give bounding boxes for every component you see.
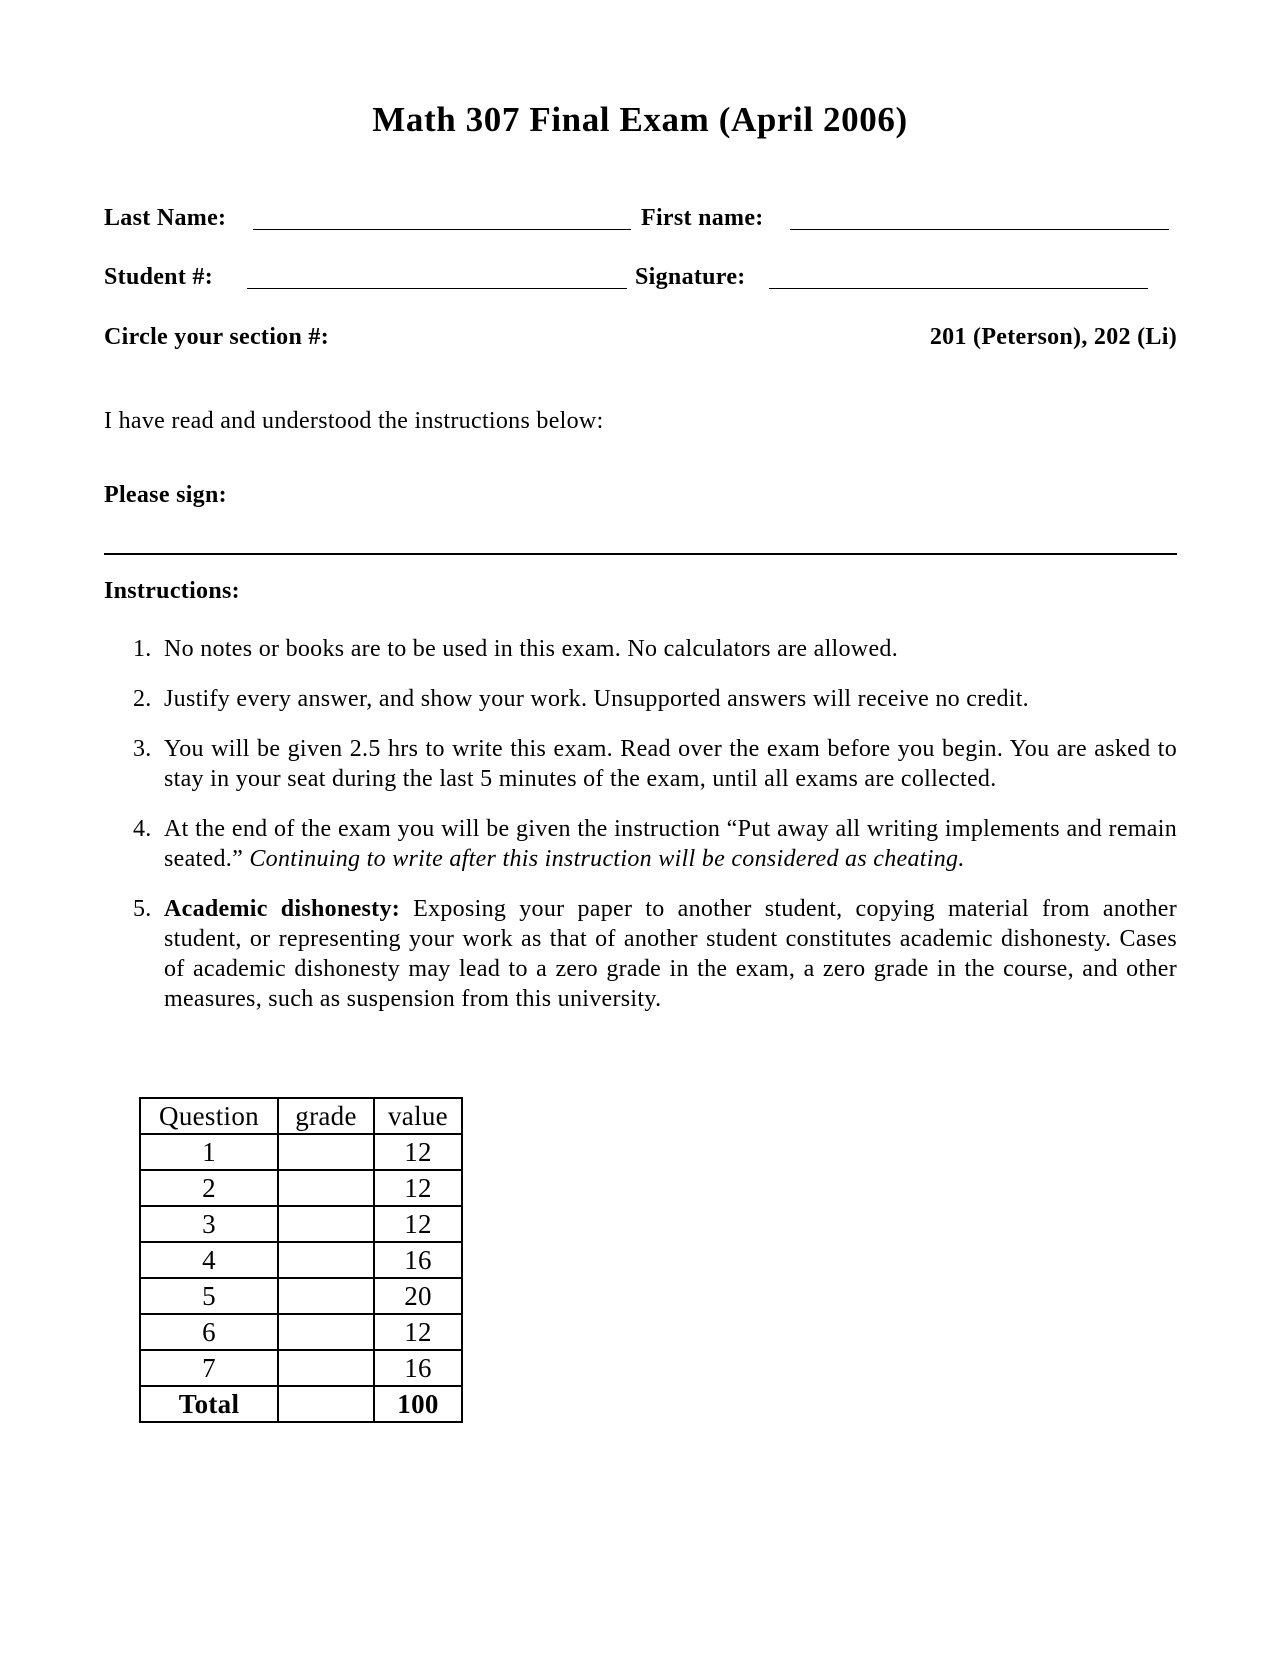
instruction-item <box>133 814 1177 874</box>
header-grade: grade <box>278 1098 374 1134</box>
question-cell: 6 <box>140 1314 278 1350</box>
table-row <box>140 1170 462 1206</box>
first-name-label: First name: <box>641 205 764 231</box>
grade-cell[interactable] <box>278 1134 374 1170</box>
instruction-item <box>133 734 1177 794</box>
table-row <box>140 1206 462 1242</box>
table-total-row <box>140 1386 462 1422</box>
question-cell: 7 <box>140 1350 278 1386</box>
question-cell: 5 <box>140 1278 278 1314</box>
table-row <box>140 1278 462 1314</box>
value-cell: 12 <box>374 1170 462 1206</box>
grade-cell[interactable] <box>278 1314 374 1350</box>
instruction-number: 5. <box>133 896 152 922</box>
total-grade-cell[interactable] <box>278 1386 374 1422</box>
exam-title: Math 307 Final Exam (April 2006) <box>372 100 908 139</box>
instruction-main-text: At the end of the exam you will be given the instruction “Put away all writing implements and remain seated.” <box>164 816 1177 872</box>
grade-table <box>139 1097 463 1423</box>
instruction-text: You will be given 2.5 hrs to write this exam. Read over the exam before you begin. You are asked to stay in your seat during the last 5 minutes of the exam, until all exams are collected. <box>164 736 1177 792</box>
table-row <box>140 1350 462 1386</box>
instruction-item <box>133 684 1177 714</box>
grade-cell[interactable] <box>278 1242 374 1278</box>
grade-cell[interactable] <box>278 1350 374 1386</box>
cheating-warning: Continuing to write after this instruction will be considered as cheating. <box>249 846 965 872</box>
student-number-label: Student #: <box>104 264 214 290</box>
total-label: Total <box>140 1386 278 1422</box>
signature-field[interactable] <box>769 288 1148 289</box>
instructions-heading: Instructions: <box>104 578 240 604</box>
grade-cell[interactable] <box>278 1206 374 1242</box>
last-name-field[interactable] <box>253 229 631 230</box>
instruction-number: 3. <box>133 736 152 762</box>
section-label: Circle your section #: <box>104 324 330 350</box>
question-cell: 2 <box>140 1170 278 1206</box>
question-cell: 4 <box>140 1242 278 1278</box>
header-question: Question <box>140 1098 278 1134</box>
value-cell: 16 <box>374 1350 462 1386</box>
instruction-number: 2. <box>133 686 152 712</box>
table-header-row <box>140 1098 462 1134</box>
table-row <box>140 1242 462 1278</box>
first-name-field[interactable] <box>790 229 1169 230</box>
total-value: 100 <box>374 1386 462 1422</box>
sign-line-divider[interactable] <box>104 553 1177 555</box>
instruction-number: 1. <box>133 636 152 662</box>
instruction-text <box>164 894 1177 1014</box>
instruction-item <box>133 634 1177 664</box>
instruction-number: 4. <box>133 816 152 842</box>
header-value: value <box>374 1098 462 1134</box>
value-cell: 12 <box>374 1134 462 1170</box>
instruction-item <box>133 894 1177 1014</box>
table-row <box>140 1134 462 1170</box>
academic-dishonesty-label: Academic dishonesty: <box>164 896 401 922</box>
instruction-text <box>164 814 1177 874</box>
question-cell: 3 <box>140 1206 278 1242</box>
last-name-label: Last Name: <box>104 205 227 231</box>
grade-cell[interactable] <box>278 1170 374 1206</box>
value-cell: 12 <box>374 1314 462 1350</box>
grade-cell[interactable] <box>278 1278 374 1314</box>
value-cell: 20 <box>374 1278 462 1314</box>
acknowledgement-text: I have read and understood the instructions below: <box>104 408 604 434</box>
value-cell: 12 <box>374 1206 462 1242</box>
table-row <box>140 1314 462 1350</box>
please-sign-label: Please sign: <box>104 482 227 508</box>
question-cell: 1 <box>140 1134 278 1170</box>
instruction-text: Justify every answer, and show your work. Unsupported answers will receive no credit. <box>164 686 1029 712</box>
student-number-field[interactable] <box>247 288 627 289</box>
signature-label: Signature: <box>635 264 746 290</box>
section-options[interactable]: 201 (Peterson), 202 (Li) <box>929 324 1177 350</box>
value-cell: 16 <box>374 1242 462 1278</box>
instruction-text: No notes or books are to be used in this exam. No calculators are allowed. <box>164 636 898 662</box>
academic-dishonesty-text: Exposing your paper to another student, copying material from another student, or representing your work as that of another student constitutes academic dishonesty. Cases of academic dishonesty may lead to a zero grade in the exam, a zero grade in the course, and other measures, such as suspension from this university. <box>164 896 1177 1012</box>
